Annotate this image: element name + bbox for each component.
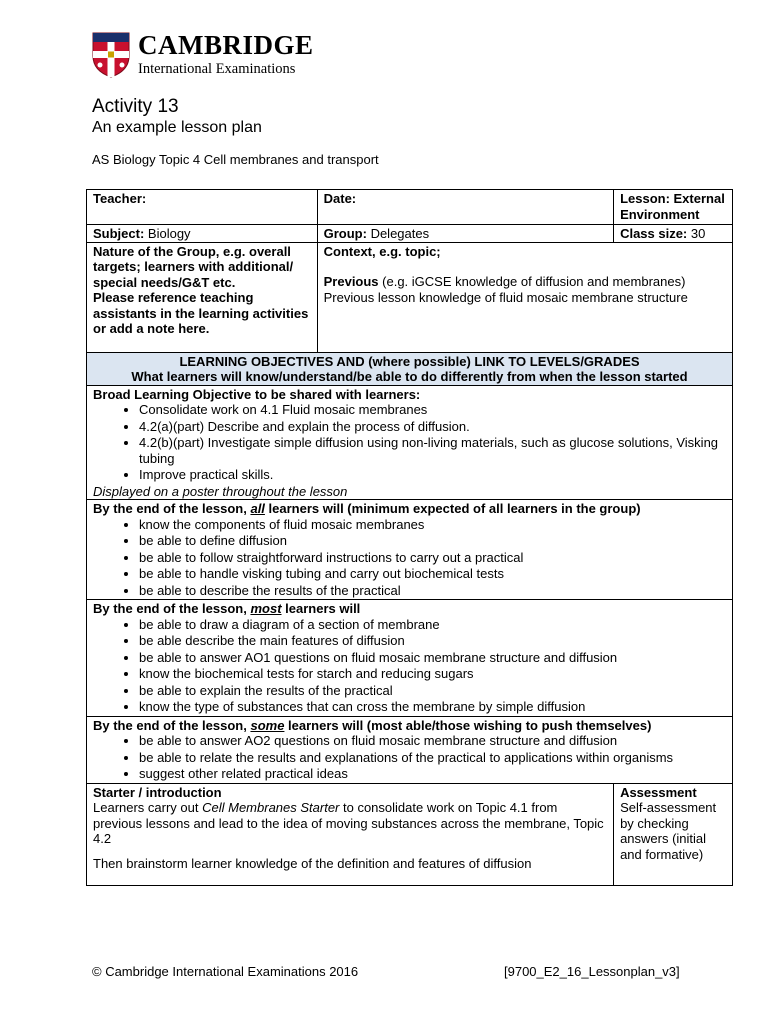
list-item: • be able to follow straightforward instructions to carry out a practical bbox=[139, 550, 726, 566]
nature-note: Please reference teaching assistants in the learning activities or add a note here. bbox=[93, 290, 309, 336]
topic-line: AS Biology Topic 4 Cell membranes and transport bbox=[92, 152, 379, 167]
starter-p1-pre: Learners carry out bbox=[93, 800, 203, 815]
lesson-cell: Lesson: External Environment bbox=[614, 190, 733, 225]
starter-row bbox=[87, 783, 733, 885]
broad-heading: Broad Learning Objective to be shared with learners: bbox=[93, 386, 421, 402]
list-item: • be able to answer AO2 questions on fluid mosaic membrane structure and diffusion bbox=[139, 733, 726, 749]
assessment-heading: Assessment bbox=[620, 784, 697, 800]
some-list bbox=[93, 733, 726, 782]
broad-objective-cell bbox=[87, 385, 733, 500]
previous-line bbox=[324, 274, 726, 290]
list-item: • 4.2(b)(part) Investigate simple diffusion using non-living materials, such as glucose solutions, Visking tubing bbox=[139, 435, 726, 466]
list-item: • be able to relate the results and explanations of the practical to applications within organisms bbox=[139, 750, 726, 766]
teacher-cell: Teacher: bbox=[87, 190, 318, 225]
most-learners-cell bbox=[87, 600, 733, 717]
most-list bbox=[93, 617, 726, 715]
previous-line-2: Previous lesson knowledge of fluid mosaic membrane structure bbox=[323, 289, 688, 305]
list-item: • be able to handle visking tubing and carry out biochemical tests bbox=[139, 566, 726, 582]
some-heading-key: some bbox=[250, 717, 285, 733]
objectives-header-row bbox=[87, 352, 733, 385]
class-size-cell bbox=[614, 225, 733, 243]
context-heading: Context, e.g. topic; bbox=[323, 243, 441, 259]
list-item: • Consolidate work on 4.1 Fluid mosaic membranes bbox=[139, 402, 726, 418]
context-cell bbox=[317, 242, 732, 352]
most-heading bbox=[93, 601, 726, 617]
row-subject-group-class bbox=[87, 225, 733, 243]
starter-heading: Starter / introduction bbox=[93, 784, 222, 800]
list-item: • know the components of fluid mosaic membranes bbox=[139, 517, 726, 533]
page-title: Activity 13 bbox=[92, 96, 179, 117]
logo-name: CAMBRIDGE bbox=[138, 30, 314, 60]
list-item: • be able to describe the results of the practical bbox=[139, 583, 726, 599]
subject-label: Subject: bbox=[93, 226, 145, 241]
row-teacher-date-lesson bbox=[87, 190, 733, 225]
lesson-plan-table bbox=[86, 189, 733, 886]
some-learners-cell bbox=[87, 716, 733, 783]
all-heading-key: all bbox=[250, 501, 265, 516]
cambridge-logo bbox=[92, 32, 314, 78]
list-item: • Improve practical skills. bbox=[139, 467, 726, 483]
starter-paragraph-2: Then brainstorm learner knowledge of the definition and features of diffusion bbox=[93, 855, 532, 871]
starter-p1-em: Cell Membranes Starter bbox=[202, 800, 340, 815]
most-heading-pre: By the end of the lesson, bbox=[93, 601, 251, 616]
group-cell bbox=[317, 225, 613, 243]
some-heading-post: learners will (most able/those wishing to push themselves) bbox=[284, 717, 652, 733]
date-cell: Date: bbox=[317, 190, 613, 225]
assessment-cell bbox=[614, 783, 733, 885]
most-learners-row bbox=[87, 600, 733, 717]
all-heading-post: learners will (minimum expected of all learners in the group) bbox=[264, 501, 641, 516]
row-nature-context bbox=[87, 242, 733, 352]
class-size-label: Class size: bbox=[620, 226, 688, 241]
page-subtitle: An example lesson plan bbox=[92, 119, 262, 136]
starter-cell bbox=[87, 783, 614, 885]
footer-copyright: © Cambridge International Examinations 2016 bbox=[92, 964, 359, 979]
all-heading-pre: By the end of the lesson, bbox=[93, 501, 251, 516]
assessment-text: Self-assessment by checking answers (initial and formative) bbox=[620, 800, 717, 862]
all-heading bbox=[93, 501, 726, 517]
objectives-header bbox=[87, 352, 733, 385]
list-item: • be able to answer AO1 questions on fluid mosaic membrane structure and diffusion bbox=[139, 650, 726, 666]
starter-p1-post: to consolidate work on Topic 4.1 from previous lessons and lead to the idea of moving substances across the membrane, Topic 4.2 bbox=[93, 800, 604, 846]
list-item: • 4.2(a)(part) Describe and explain the process of diffusion. bbox=[139, 419, 726, 435]
all-learners-cell bbox=[87, 500, 733, 600]
some-heading-pre: By the end of the lesson, bbox=[93, 717, 251, 733]
list-item: • be able to draw a diagram of a section of membrane bbox=[139, 617, 726, 633]
cambridge-shield-icon bbox=[92, 32, 130, 78]
footer-reference: [9700_E2_16_Lessonplan_v3] bbox=[504, 964, 680, 979]
list-item: • be able to define diffusion bbox=[139, 533, 726, 549]
broad-objective-row bbox=[87, 385, 733, 500]
nature-text: Nature of the Group, e.g. overall targets; learners with additional/ special needs/G&T etc. bbox=[93, 243, 294, 290]
most-heading-key: most bbox=[250, 601, 282, 616]
class-size-value: 30 bbox=[687, 226, 706, 241]
nature-cell bbox=[87, 242, 318, 352]
list-item: • be able describe the main features of diffusion bbox=[139, 633, 726, 649]
objectives-header-line2: What learners will know/understand/be able to do differently from when the lesson started bbox=[131, 369, 688, 384]
objectives-header-line1: LEARNING OBJECTIVES AND (where possible) LINK TO LEVELS/GRADES bbox=[179, 353, 640, 369]
broad-list bbox=[93, 402, 726, 483]
subject-value: Biology bbox=[144, 226, 191, 241]
list-item: • be able to explain the results of the practical bbox=[139, 683, 726, 699]
subject-cell bbox=[87, 225, 318, 243]
all-list bbox=[93, 517, 726, 599]
previous-text: (e.g. iGCSE knowledge of diffusion and membranes) bbox=[378, 274, 686, 289]
starter-paragraph-1 bbox=[93, 800, 607, 847]
broad-note: Displayed on a poster throughout the lesson bbox=[93, 483, 348, 499]
all-learners-row bbox=[87, 500, 733, 600]
some-heading bbox=[93, 718, 726, 734]
list-item: • know the biochemical tests for starch and reducing sugars bbox=[139, 666, 726, 682]
list-item: • know the type of substances that can cross the membrane by simple diffusion bbox=[139, 699, 726, 715]
list-item: • suggest other related practical ideas bbox=[139, 766, 726, 782]
logo-subtitle: International Examinations bbox=[138, 61, 296, 77]
group-label: Group: bbox=[323, 226, 367, 241]
some-learners-row bbox=[87, 716, 733, 783]
most-heading-post: learners will bbox=[281, 601, 361, 616]
group-value: Delegates bbox=[366, 226, 430, 241]
previous-label: Previous bbox=[323, 274, 379, 289]
